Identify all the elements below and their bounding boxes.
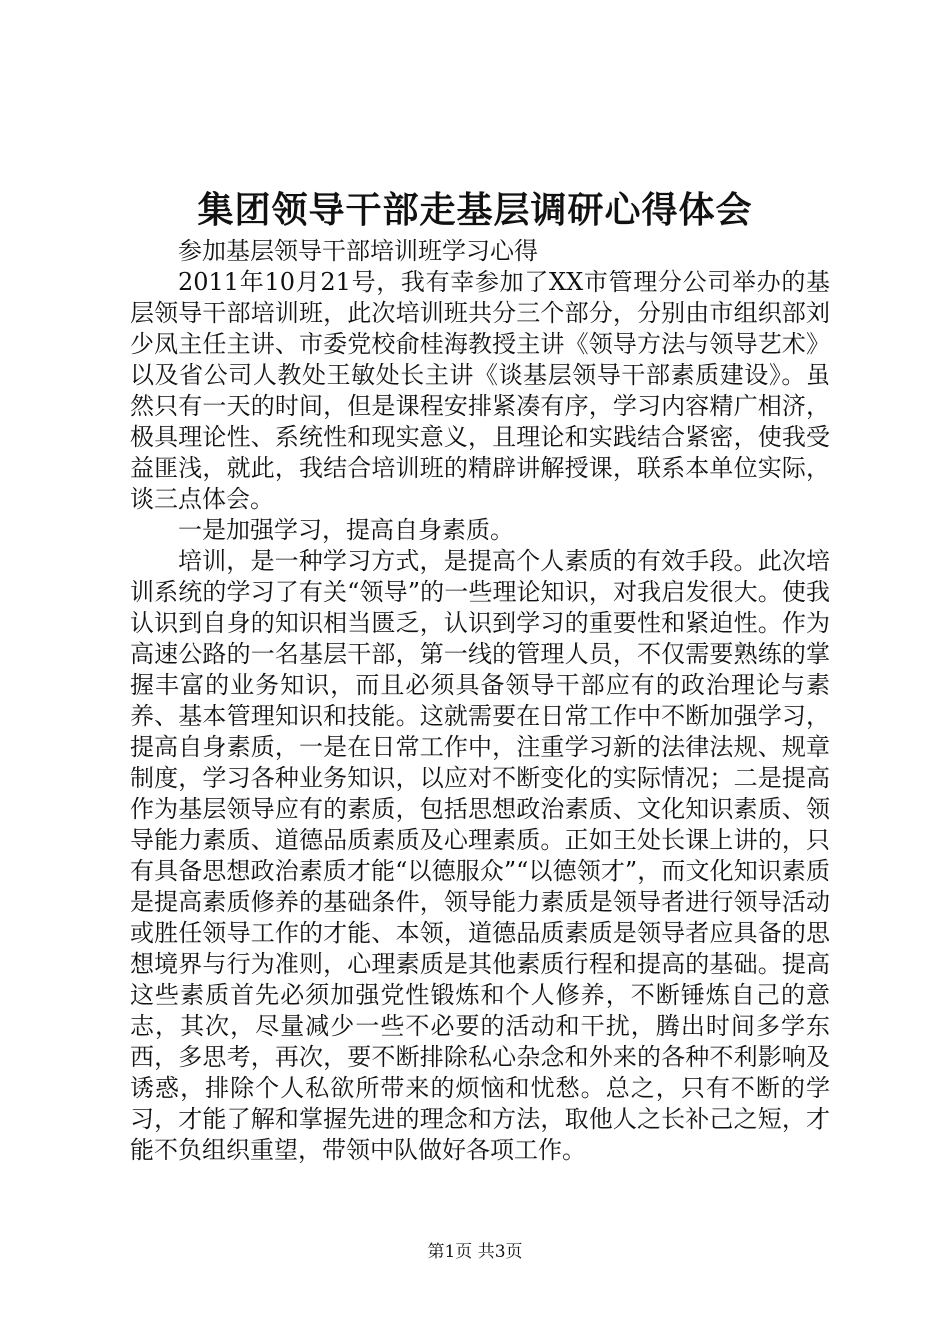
paragraph-heading-one: 一是加强学习，提高自身素质。 <box>178 516 514 544</box>
document-body <box>130 236 830 1166</box>
paragraph-training: 培训，是一种学习方式，是提高个人素质的有效手段。此次培训系统的学习了有关“领导”的一些理论知识，对我启发很大。使我认识到自身的知识相当匮乏，认识到学习的重要性和紧迫性。作为高速公路的一名基层干部，第一线的管理人员，不仅需要熟练的掌握丰富的业务知识，而且必须具备领导干部应有的政治理论与素养、基本管理知识和技能。这就需要在日常工作中不断加强学习，提高自身素质，一是在日常工作中，注重学习新的法律法规、规章制度，学习各种业务知识，以应对不断变化的实际情况；二是提高作为基层领导应有的素质，包括思想政治素质、文化知识素质、领导能力素质、道德品质素质及心理素质。正如王处长课上讲的，只有具备思想政治素质才能“以德服众”“以德领才”，而文化知识素质是提高素质修养的基础条件，领导能力素质是领导者进行领导活动或胜任领导工作的才能、本领，道德品质素质是领导者应具备的思想境界与行为准则，心理素质是其他素质行程和提高的基础。提高这些素质首先必须加强党性锻炼和个人修养，不断锤炼自己的意志，其次，尽量减少一些不必要的活动和干扰，腾出时间多学东西，多思考，再次，要不断排除私心杂念和外来的各种不利影响及诱惑，排除个人私欲所带来的烦恼和忧愁。总之，只有不断的学习，才能了解和掌握先进的理念和方法，取他人之长补己之短，才能不负组织重望，带领中队做好各项工作。 <box>130 547 830 1164</box>
paragraph-intro: 2011年10月21号，我有幸参加了XX市管理分公司举办的基层领导干部培训班，此次培训班共分三个部分，分别由市组织部刘少凤主任主讲、市委党校俞桂海教授主讲《领导方法与领导艺术》以及省公司人教处王敏处长主讲《谈基层领导干部素质建设》。虽然只有一天的时间，但是课程安排紧凑有序，学习内容精广相济，极具理论性、系统性和现实意义，且理论和实践结合紧密，使我受益匪浅，就此，我结合培训班的精辟讲解授课，联系本单位实际，谈三点体会。 <box>130 268 830 513</box>
page-footer: 第1页 共3页 <box>427 1242 523 1262</box>
paragraph-subtitle: 参加基层领导干部培训班学习心得 <box>178 237 538 265</box>
document-title: 集团领导干部走基层调研心得体会 <box>197 189 753 231</box>
